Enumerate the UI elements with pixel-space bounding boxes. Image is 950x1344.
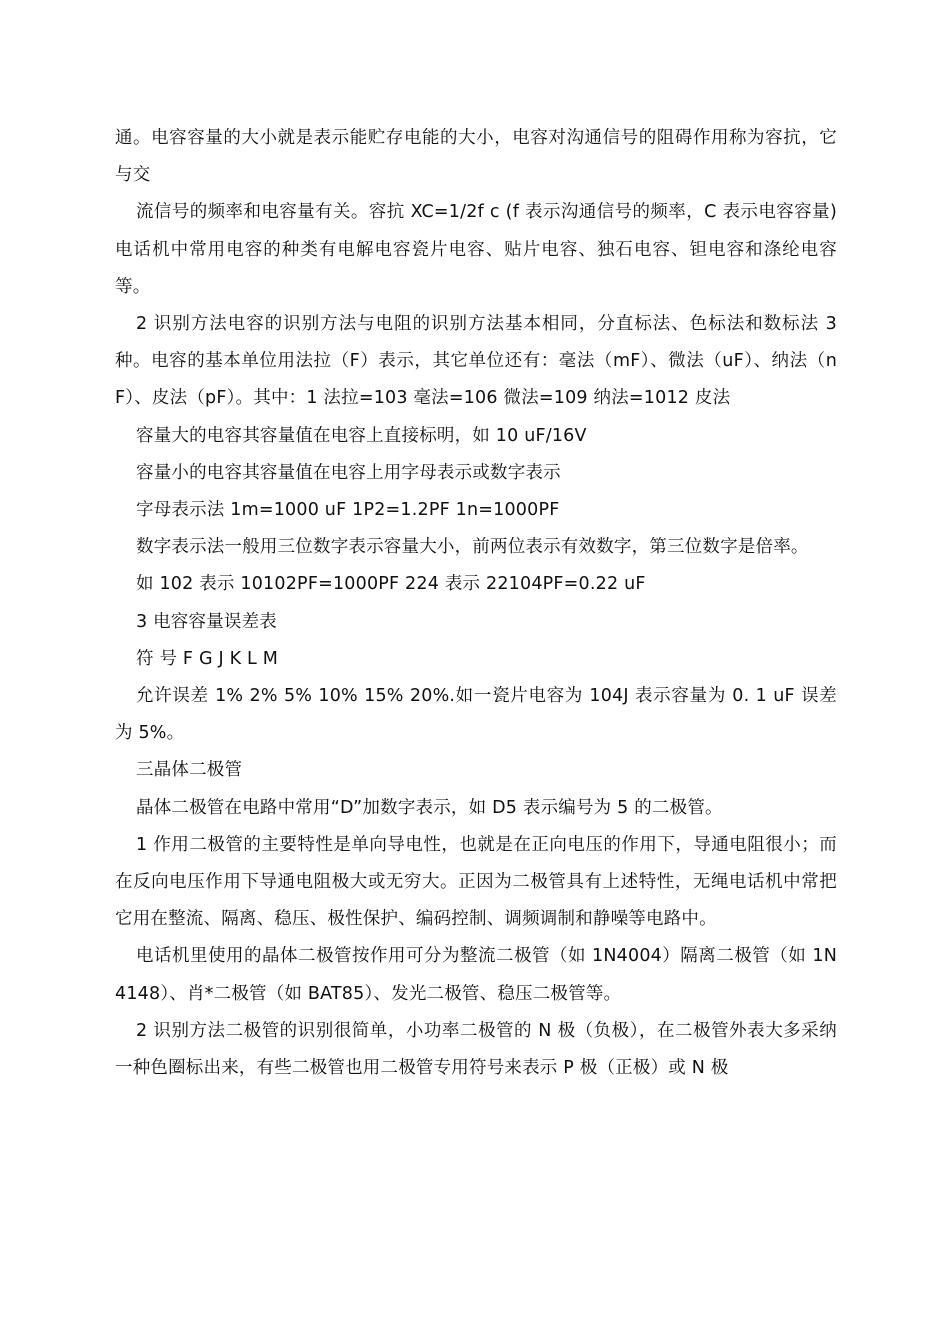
- paragraph: 容量小的电容其容量值在电容上用字母表示或数字表示: [136, 462, 561, 483]
- paragraph: 数字表示法一般用三位数字表示容量大小，前两位表示有效数字，第三位数字是倍率。: [136, 537, 809, 558]
- paragraph: 电话机里使用的晶体二极管按作用可分为整流二极管（如 1N4004）隔离二极管（如 1N4148）、肖*二极管（如 BAT85）、发光二极管、稳压二极管等。: [115, 946, 837, 1004]
- paragraph: 如 102 表示 10102PF=1000PF 224 表示 22104PF=0.22 uF: [136, 574, 646, 595]
- paragraph: 允许误差 1% 2% 5% 10% 15% 20%.如一瓷片电容为 104J 表示容量为 0. 1 uF 误差为 5%。: [115, 686, 837, 744]
- paragraph: 2 识别方法二极管的识别很简单，小功率二极管的 N 极（负极），在二极管外表大多采纳一种色圈标出来，有些二极管也用二极管专用符号来表示 P 极（正极）或 N 极: [115, 1020, 837, 1079]
- paragraph: 字母表示法 1m=1000 uF 1P2=1.2PF 1n=1000PF: [136, 500, 560, 521]
- body-text: [115, 120, 837, 1087]
- paragraph: 通。电容容量的大小就是表示能贮存电能的大小，电容对沟通信号的阻碍作用称为容抗，它与交: [115, 128, 837, 186]
- paragraph: 符 号 F G J K L M: [136, 648, 279, 669]
- paragraph: 3 电容容量误差表: [136, 611, 277, 632]
- paragraph: 流信号的频率和电容量有关。容抗 XC=1/2f c (f 表示沟通信号的频率，C 表示电容容量)电话机中常用电容的种类有电解电容瓷片电容、贴片电容、独石电容、钽电容和涤纶电容等。: [115, 202, 837, 297]
- paragraph: 晶体二极管在电路中常用“D”加数字表示，如 D5 表示编号为 5 的二极管。: [136, 797, 723, 818]
- paragraph: 2 识别方法电容的识别方法与电阻的识别方法基本相同，分直标法、色标法和数标法 3 种。电容的基本单位用法拉（F）表示，其它单位还有：毫法（mF）、微法（uF）、纳法（nF）、皮法（pF）。其中：1 法拉=103 毫法=106 微法=109 纳法=1012 皮法: [115, 314, 837, 409]
- paragraph: 1 作用二极管的主要特性是单向导电性，也就是在正向电压的作用下，导通电阻很小；而在反向电压作用下导通电阻极大或无穷大。正因为二极管具有上述特性，无绳电话机中常把它用在整流、隔离、稳压、极性保护、编码控制、调频调制和静噪等电路中。: [115, 834, 837, 930]
- section-heading: 三晶体二极管: [136, 760, 243, 781]
- paragraph: 容量大的电容其容量值在电容上直接标明，如 10 uF/16V: [136, 425, 587, 446]
